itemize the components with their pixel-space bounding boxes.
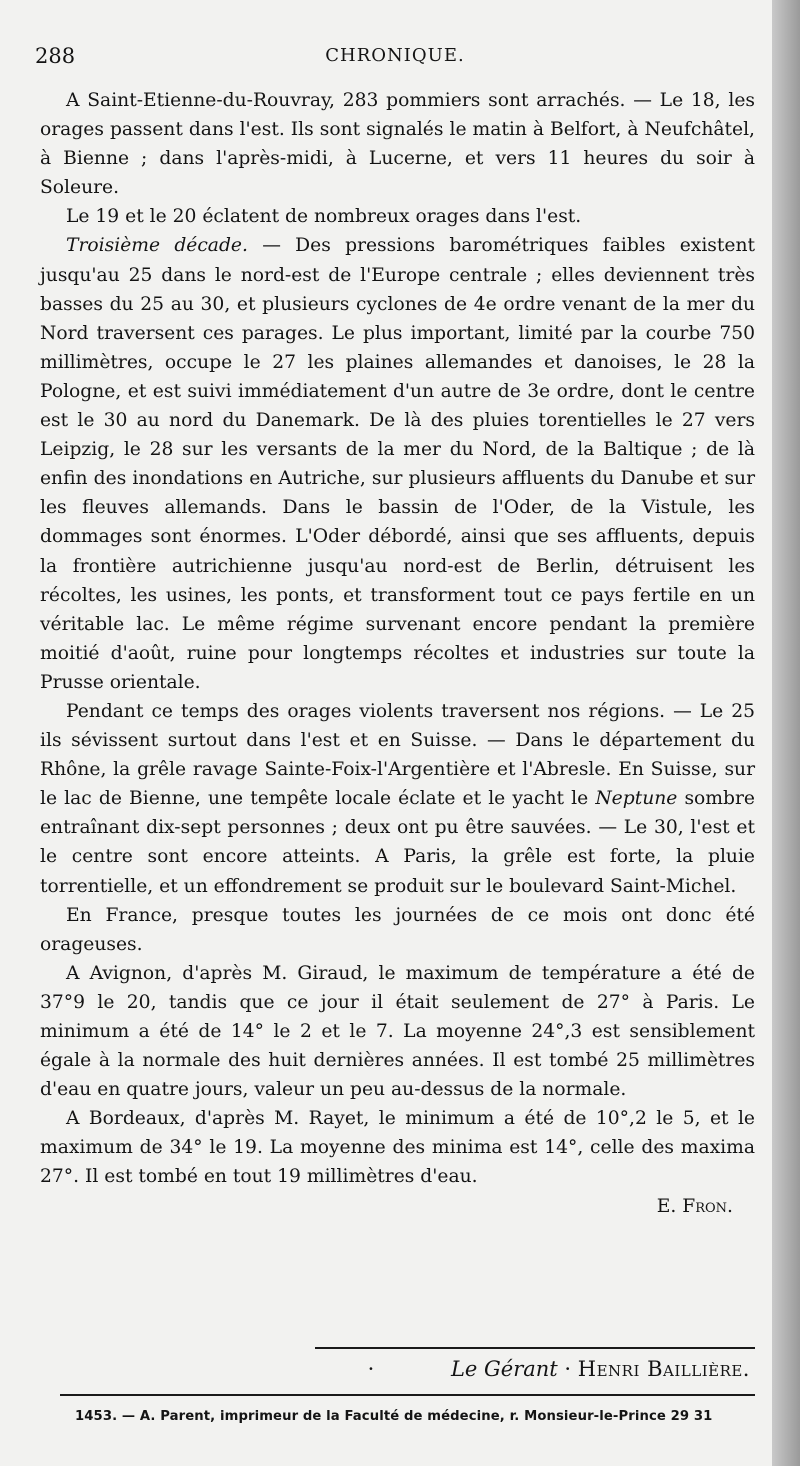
paragraph-bordeaux: A Bordeaux, d'après M. Rayet, le minimum a été de 10°,2 le 5, et le maximum de 34° le 19. La moyenne des minima est 14°, celle des maxima 27°. Il est tombé en tout 19 millimètres d'eau. [40,1108,755,1188]
paragraph-orages [40,697,755,901]
printer-imprint: 1453. — A. Parent, imprimeur de la Faculté de médecine, r. Monsieur-le-Prince 29 31 [75,1409,713,1424]
paragraph-france: En France, presque toutes les journées de ce mois ont donc été orageuses. [40,904,755,955]
paragraph-troisieme-decade [40,231,755,697]
author-signature: E. Fron. [656,1195,733,1217]
page-edge-shadow [772,0,800,1466]
paragraph-saint-etienne: A Saint-Etienne-du-Rouvray, 283 pommiers sont arrachés. — Le 18, les orages passent dans l'est. Ils sont signalés le matin à Belfort, à Neufchâtel, à Bienne ; dans l'après-midi, à Lucerne, et vers 11 heures du soir à Soleure. [40,90,755,199]
gerant-line [60,1354,750,1384]
gerant-label: Le Gérant [450,1357,558,1381]
article-body [40,86,755,1221]
gerant-dot: · [367,1357,375,1381]
paragraph-avignon: A Avignon, d'après M. Giraud, le maximum de température a été de 37°9 le 20, tandis que ce jour il était seulement de 27° à Paris. Le minimum a été de 14° le 2 et le 7. La moyenne 24°,3 est sensiblement égale à la normale des huit dernières années. Il est tombé 25 millimètres d'eau en quatre jours, valeur un peu au-dessus de la normale. [40,962,755,1101]
page-header [35,42,755,76]
footer-rule-top [315,1347,755,1349]
paragraph-19-20: Le 19 et le 20 éclatent de nombreux orages dans l'est. [66,206,582,228]
footer-rule-bottom [60,1394,755,1396]
running-head: CHRONIQUE. [325,45,465,66]
gerant-separator: · [564,1357,572,1381]
paragraph-text: sombre entraînant dix-sept personnes ; deux ont pu être sauvées. — Le 30, l'est et le centre sont encore atteints. A Paris, la grêle est forte, la pluie torrentielle, et un effondrement se produit sur le boulevard Saint-Michel. [40,788,755,897]
page-number: 288 [35,44,76,68]
paragraph-text: Pendant ce temps des orages violents traversent nos régions. — Le 25 ils sévissent surtout dans l'est et en Suisse. — Dans le département du Rhône, la grêle ravage Sainte-Foix-l'Argentière et l'Abresle. En Suisse, sur le lac de Bienne, une tempête locale éclate et le yacht le [40,700,755,810]
ship-name: Neptune [595,788,678,810]
section-label: Troisième décade. [66,235,248,257]
gerant-name: Henri Baillière. [577,1357,750,1381]
paragraph-text: — Des pressions barométriques faibles existent jusqu'au 25 dans le nord-est de l'Europe centrale ; elles deviennent très basses du 25 au 30, et plusieurs cyclones de 4e ordre venant de la mer du Nord traversent ces parages. Le plus important, limité par la courbe 750 millimètres, occupe le 27 les plaines allemandes et danoises, le 28 la Pologne, et est suivi immédiatement d'un autre de 3e ordre, dont le centre est le 30 au nord du Danemark. De là des pluies torentielles le 27 vers Leipzig, le 28 sur les versants de la mer du Nord, de la Baltique ; de là enfin des inondations en Autriche, sur plusieurs affluents du Danube et sur les fleuves allemands. Dans le bassin de l'Oder, de la Vistule, les dommages sont énormes. L'Oder débordé, ainsi que ses affluents, depuis la frontière autrichienne jusqu'au nord-est de Berlin, détruisent les récoltes, les usines, les ponts, et transforment tout ce pays fertile en un véritable lac. Le même régime survenant encore pendant la première moitié d'août, ruine pour longtemps récoltes et industries sur toute la Prusse orientale. [40,235,755,693]
